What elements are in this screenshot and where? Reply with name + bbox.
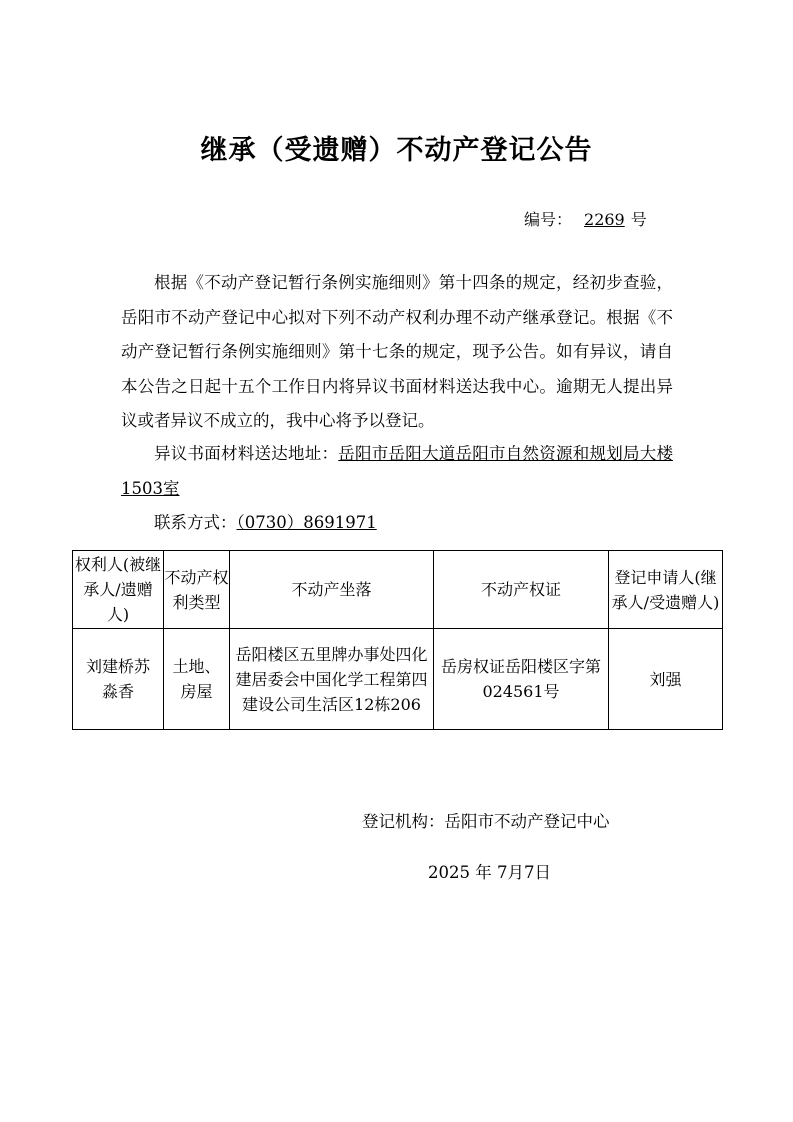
header-certificate: 不动产权证 [434, 551, 609, 629]
org-label: 登记机构： [362, 812, 445, 831]
serial-label: 编号： [524, 210, 573, 229]
contact-label: 联系方式： [154, 513, 237, 532]
notice-date: 2025 年 7月7日 [428, 863, 551, 882]
contact-info [121, 506, 673, 541]
header-location: 不动产坐落 [230, 551, 434, 629]
registration-authority [362, 808, 610, 832]
org-value: 岳阳市不动产登记中心 [444, 812, 610, 831]
table-row [73, 629, 723, 730]
cell-certificate: 岳房权证岳阳楼区字第024561号 [434, 629, 609, 730]
notice-paragraph: 根据《不动产登记暂行条例实施细则》第十四条的规定，经初步查验，岳阳市不动产登记中心拟对下列不动产权利办理不动产继承登记。根据《不动产登记暂行条例实施细则》第十七条的规定，现予公告。如有异议，请自本公告之日起十五个工作日内将异议书面材料送达我中心。逾期无人提出异议或者异议不成立的，我中心将予以登记。 [121, 273, 673, 430]
cell-right-type: 土地、房屋 [164, 629, 230, 730]
serial-number: 2269 [584, 210, 625, 229]
header-holder: 权利人(被继承人/遗赠人) [73, 551, 164, 629]
header-applicant: 登记申请人(继承人/受遗赠人) [609, 551, 723, 629]
cell-holder: 刘建桥苏淼香 [73, 629, 164, 730]
serial-number-line [524, 207, 647, 230]
table-header-row [73, 551, 723, 629]
contact-value: （0730）8691971 [236, 513, 377, 532]
registration-table [72, 550, 723, 730]
address-label: 异议书面材料送达地址： [154, 444, 339, 463]
serial-suffix: 号 [630, 210, 647, 229]
cell-applicant: 刘强 [609, 629, 723, 730]
page-title: 继承（受遗赠）不动产登记公告 [200, 135, 593, 166]
header-right-type: 不动产权利类型 [164, 551, 230, 629]
address-value: 岳阳市岳阳大道岳阳市自然资源和规划局大楼1503室 [121, 444, 673, 498]
objection-address [121, 437, 673, 506]
cell-location: 岳阳楼区五里牌办事处四化建居委会中国化学工程第四建设公司生活区12栋206 [230, 629, 434, 730]
